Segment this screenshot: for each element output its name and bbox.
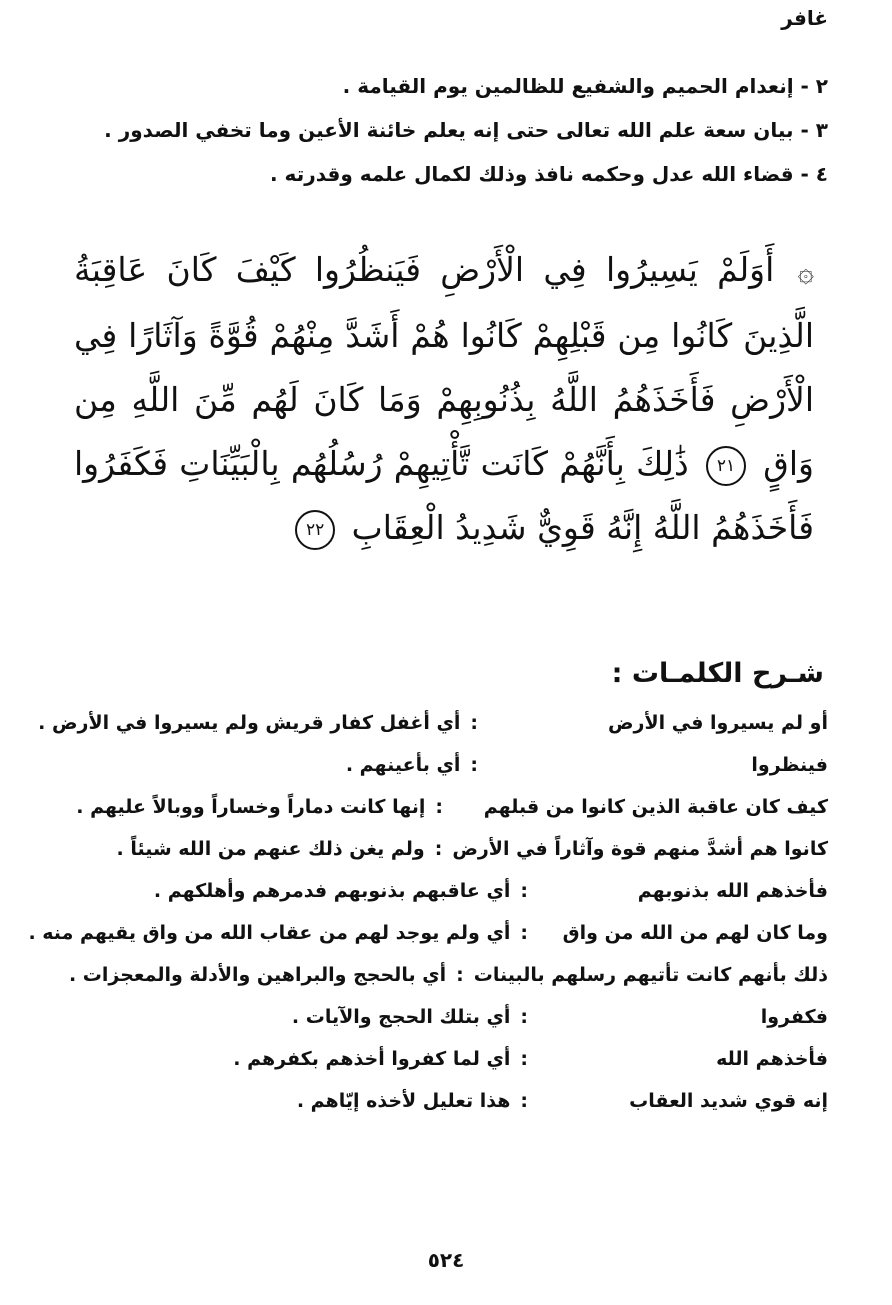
glossary-definition: أي ولم يوجد لهم من عقاب الله من واق يقيهم منه . — [28, 922, 511, 944]
glossary-definition: ولم يغن ذلك عنهم من الله شيئاً . — [116, 838, 425, 860]
glossary-definition: أي بالحجج والبراهين والأدلة والمعجزات . — [68, 964, 447, 986]
glossary-term: أو لم يسيروا في الأرض — [607, 712, 828, 734]
glossary-definition: أي أغفل كفار قريش ولم يسيروا في الأرض . — [38, 712, 461, 734]
glossary-separator: : — [470, 754, 478, 776]
glossary-row — [38, 828, 828, 870]
glossary-row — [38, 996, 828, 1038]
glossary-separator: : — [520, 880, 528, 902]
glossary-definition: أي بأعينهم . — [345, 754, 461, 776]
glossary-row — [38, 744, 828, 786]
surah-name-header: غافر — [781, 6, 828, 30]
glossary-term: إنه قوي شديد العقاب — [629, 1090, 828, 1112]
glossary-separator: : — [470, 712, 478, 734]
glossary-term: فأخذهم الله — [716, 1048, 828, 1070]
glossary-row — [38, 786, 828, 828]
glossary-separator: : — [520, 1048, 528, 1070]
glossary-term: كيف كان عاقبة الذين كانوا من قبلهم — [483, 796, 828, 818]
glossary-term: فينظروا — [751, 754, 828, 776]
glossary-separator: : — [434, 838, 443, 860]
glossary-separator: : — [520, 922, 528, 944]
glossary-row — [38, 954, 828, 996]
glossary-term: فكفروا — [760, 1006, 828, 1028]
glossary-definition: أي بتلك الحجج والآيات . — [291, 1006, 511, 1028]
glossary-row — [38, 702, 828, 744]
glossary-definition: أي عاقبهم بذنوبهم فدمرهم وأهلكهم . — [153, 880, 511, 902]
glossary-title: شـرح الكلمـات : — [611, 658, 824, 689]
glossary-term: كانوا هم أشدَّ منهم قوة وآثاراً في الأرض — [452, 838, 828, 860]
verse-text-22: ذَٰلِكَ بِأَنَّهُمْ كَانَت تَّأْتِيهِمْ رُسُلُهُم بِالْبَيِّنَاتِ فَكَفَرُوا فَأَخَذَهُمُ اللَّهُ إِنَّهُ قَوِيٌّ شَدِيدُ الْعِقَابِ — [74, 444, 814, 547]
glossary-definition: هذا تعليل لأخذه إيّاهم . — [296, 1090, 511, 1112]
page-number: ٥٢٤ — [427, 1248, 465, 1272]
verse-star-ornament-icon: ۞ — [797, 255, 814, 288]
glossary-list — [28, 702, 828, 1122]
glossary-row — [38, 1080, 828, 1122]
glossary-separator: : — [520, 1006, 528, 1028]
glossary-definition: إنها كانت دماراً وخساراً ووبالاً عليهم . — [76, 796, 426, 818]
glossary-term: وما كان لهم من الله من واق — [562, 922, 828, 944]
quran-verse-block — [74, 238, 814, 560]
lesson-item: ٢ - إنعدام الحميم والشفيع للظالمين يوم القيامة . — [342, 74, 828, 98]
glossary-row — [38, 1038, 828, 1080]
lesson-item: ٣ - بيان سعة علم الله تعالى حتى إنه يعلم خائنة الأعين وما تخفي الصدور . — [104, 118, 828, 142]
verse-text-21: أَوَلَمْ يَسِيرُوا فِي الْأَرْضِ فَيَنظُرُوا كَيْفَ كَانَ عَاقِبَةُ الَّذِينَ كَانُوا مِن قَبْلِهِمْ كَانُوا هُمْ أَشَدَّ مِنْهُمْ قُوَّةً وَآثَارًا فِي الْأَرْضِ فَأَخَذَهُمُ اللَّهُ بِذُنُوبِهِمْ وَمَا كَانَ لَهُم مِّنَ اللَّهِ مِن وَاقٍ — [74, 250, 814, 483]
lesson-item: ٤ - قضاء الله عدل وحكمه نافذ وذلك لكمال علمه وقدرته . — [270, 162, 828, 186]
glossary-term: فأخذهم الله بذنوبهم — [637, 880, 828, 902]
glossary-row — [38, 870, 828, 912]
ayah-number-21: ٢١ — [706, 446, 746, 486]
ayah-number-22: ٢٢ — [295, 510, 335, 550]
lessons-list — [48, 64, 828, 196]
glossary-definition: أي لما كفروا أخذهم بكفرهم . — [233, 1048, 511, 1070]
glossary-term: ذلك بأنهم كانت تأتيهم رسلهم بالبينات — [473, 964, 828, 986]
glossary-row — [28, 912, 828, 954]
glossary-separator: : — [456, 964, 464, 986]
glossary-separator: : — [435, 796, 443, 818]
glossary-separator: : — [520, 1090, 528, 1112]
